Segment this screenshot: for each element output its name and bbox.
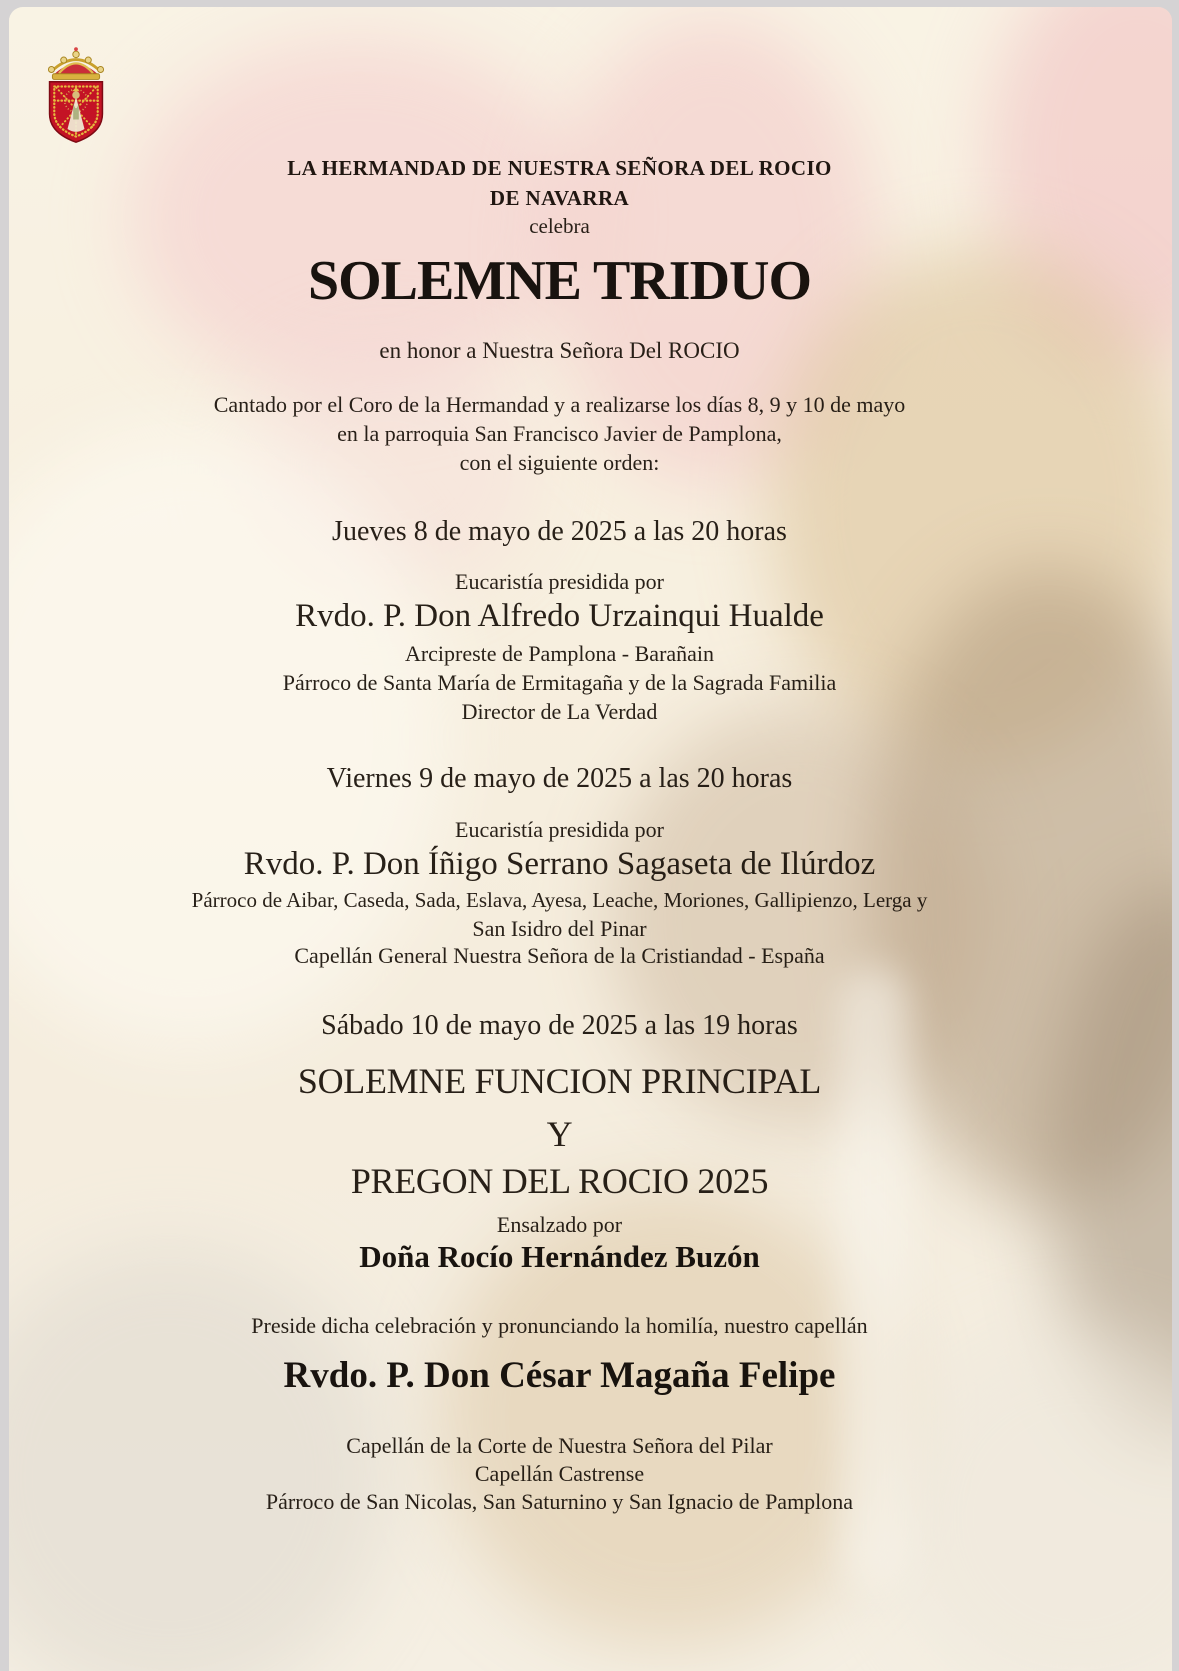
day3-date: Sábado 10 de mayo de 2025 a las 19 horas	[321, 1010, 798, 1041]
chaplain-name: Rvdo. P. Don César Magaña Felipe	[283, 1355, 836, 1396]
day2-celebrant: Rvdo. P. Don Íñigo Serrano Sagaseta de Ilúrdoz	[243, 846, 876, 882]
poster-title: SOLEMNE TRIDUO	[307, 250, 812, 312]
chaplain-role3: Párroco de San Nicolas, San Saturnino y San Ignacio de Pamplona	[265, 1489, 854, 1514]
coat-of-arms-icon	[42, 45, 110, 145]
chaplain-role1: Capellán de la Corte de Nuestra Señora del Pilar	[346, 1433, 773, 1458]
day2-date: Viernes 9 de mayo de 2025 a las 20 horas	[326, 763, 793, 794]
day2-role2: San Isidro del Pinar	[472, 916, 647, 941]
day2-lead: Eucaristía presidida por	[455, 817, 664, 842]
coat-of-arms	[42, 45, 110, 145]
chaplain-role2: Capellán Castrense	[474, 1461, 645, 1486]
day3-lead: Ensalzado por	[496, 1212, 623, 1237]
intro-line2: en la parroquia San Francisco Javier de Pamplona,	[337, 421, 782, 446]
day1-role3: Director de La Verdad	[461, 699, 658, 724]
day3-speaker: Doña Rocío Hernández Buzón	[359, 1239, 760, 1274]
day3-event-line2: Y	[546, 1114, 573, 1154]
day1-lead: Eucaristía presidida por	[455, 569, 664, 594]
day2-role3: Capellán General Nuestra Señora de la Cristiandad - España	[294, 943, 825, 968]
poster-page	[9, 7, 1172, 1671]
day3-event-line1: SOLEMNE FUNCION PRINCIPAL	[297, 1061, 822, 1101]
poster-subtitle: en honor a Nuestra Señora Del ROCIO	[379, 338, 740, 363]
org-name-line1: LA HERMANDAD DE NUESTRA SEÑORA DEL ROCIO	[287, 156, 832, 180]
preside-text: Preside dicha celebración y pronunciando la homilía, nuestro capellán	[251, 1313, 868, 1338]
org-name-line2: DE NAVARRA	[489, 186, 630, 210]
day3-event-line3: PREGON DEL ROCIO 2025	[350, 1161, 769, 1201]
day1-role1: Arcipreste de Pamplona - Barañain	[404, 641, 715, 666]
intro-line1: Cantado por el Coro de la Hermandad y a realizarse los días 8, 9 y 10 de mayo	[213, 392, 906, 417]
day2-role1: Párroco de Aibar, Caseda, Sada, Eslava, Ayesa, Leache, Moriones, Gallipienzo, Lerga y	[191, 888, 928, 912]
intro-line3: con el siguiente orden:	[459, 450, 660, 475]
day1-celebrant: Rvdo. P. Don Alfredo Urzainqui Hualde	[295, 598, 824, 634]
celebra-text: celebra	[529, 214, 590, 238]
day1-role2: Párroco de Santa María de Ermitagaña y de la Sagrada Familia	[282, 670, 837, 695]
crown-icon	[48, 47, 103, 79]
day1-date: Jueves 8 de mayo de 2025 a las 20 horas	[332, 516, 787, 547]
